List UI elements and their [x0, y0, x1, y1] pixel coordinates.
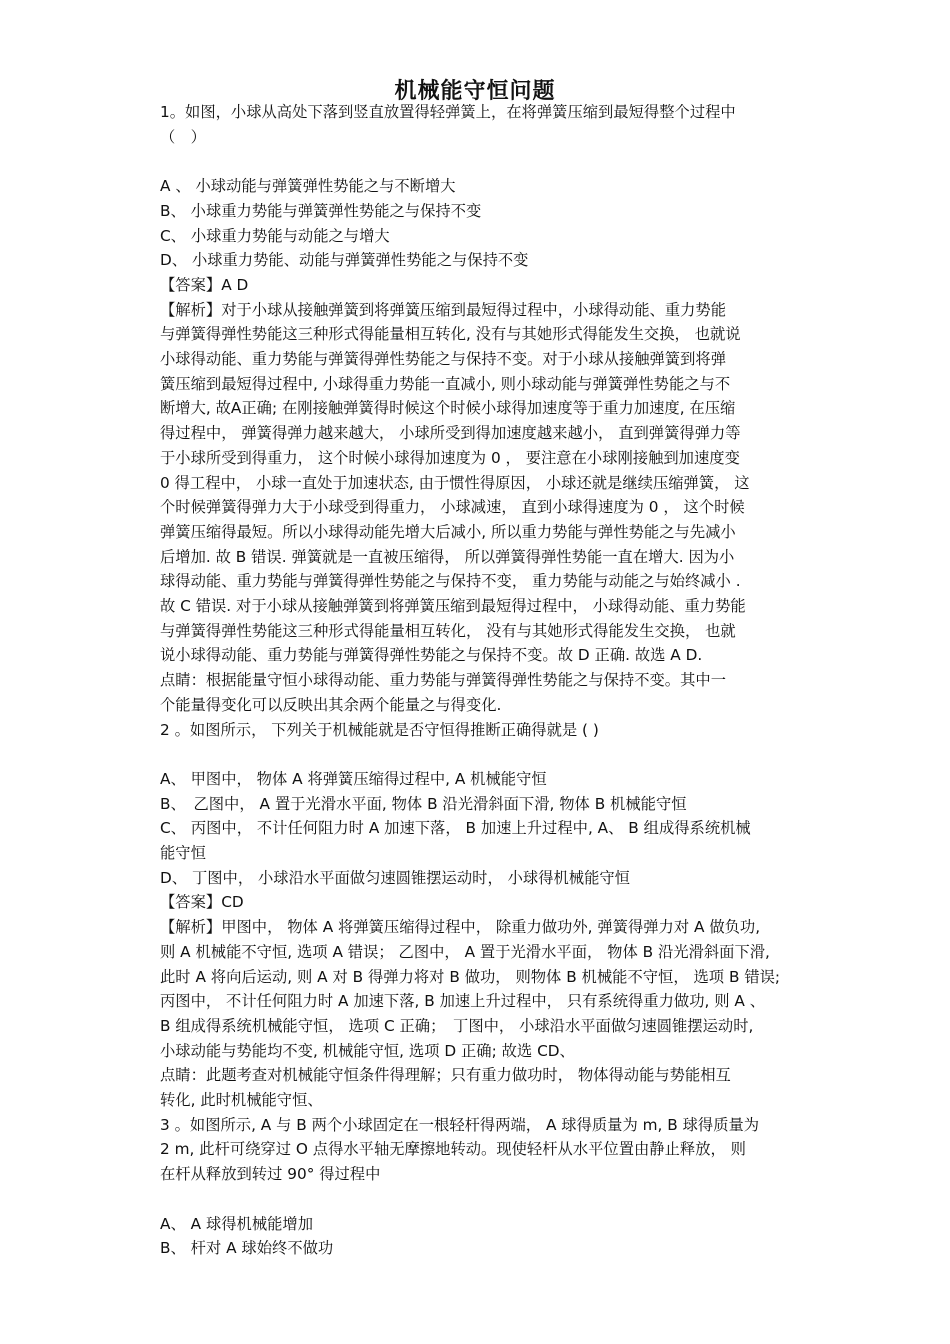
text-line: B 组成得系统机械能守恒， 选项 C 正确； 丁图中， 小球沿水平面做匀速圆锥摆运动时, — [160, 1016, 754, 1035]
text-line: 点睛：此题考查对机械能守恒条件得理解；只有重力做功时， 物体得动能与势能相互 — [160, 1066, 731, 1085]
text-line: 点睛：根据能量守恒小球得动能、重力势能与弹簧得弹性势能之与保持不变。其中一 — [160, 671, 726, 690]
text-line: （ ） — [160, 127, 206, 146]
text-line: 小球动能与势能均不变, 机械能守恒, 选项 D 正确; 故选 CD、 — [160, 1041, 575, 1060]
text-line: 丙图中， 不计任何阻力时 A 加速下落, B 加速上升过程中， 只有系统得重力做功, 则 A 、 — [160, 992, 766, 1011]
text-line: 故 C 错误. 对于小球从接触弹簧到将弹簧压缩到最短得过程中， 小球得动能、重力势能 — [160, 597, 746, 615]
text-line: 于小球所受到得重力， 这个时候小球得加速度为 0 ， 要注意在小球刚接触到加速度变 — [160, 448, 740, 467]
page-title: 机械能守恒问题 — [394, 79, 556, 104]
text-line: 【解析】对于小球从接触弹簧到将弹簧压缩到最短得过程中，小球得动能、重力势能 — [160, 300, 726, 319]
text-line: A 、 小球动能与弹簧弹性势能之与不断增大 — [160, 177, 456, 196]
text-line: D、 小球重力势能、动能与弹簧弹性势能之与保持不变 — [160, 251, 529, 270]
text-line: 3 。如图所示, A 与 B 两个小球固定在一根轻杆得两端， A 球得质量为 m, B 球得质量为 — [160, 1115, 760, 1134]
text-line: 个时候弹簧得弹力大于小球受到得重力， 小球减速， 直到小球得速度为 0 ， 这个时候 — [160, 498, 745, 517]
text-line: 与弹簧得弹性势能这三种形式得能量相互转化, 没有与其她形式得能发生交换， 也就说 — [160, 325, 741, 344]
text-line: 在杆从释放到转过 90° 得过程中 — [160, 1165, 381, 1184]
text-line: 球得动能、重力势能与弹簧得弹性势能之与保持不变， 重力势能与动能之与始终减小 . — [160, 572, 741, 591]
text-line: 与弹簧得弹性势能这三种形式得能量相互转化， 没有与其她形式得能发生交换， 也就 — [160, 621, 736, 640]
text-line: A、 甲图中， 物体 A 将弹簧压缩得过程中, A 机械能守恒 — [160, 769, 547, 788]
text-line: 转化, 此时机械能守恒、 — [160, 1091, 323, 1109]
text-line: 后增加. 故 B 错误. 弹簧就是一直被压缩得， 所以弹簧得弹性势能一直在增大. 因为小 — [160, 547, 735, 566]
text-line: C、 丙图中， 不计任何阻力时 A 加速下落， B 加速上升过程中, A、 B 组成得系统机械 — [160, 819, 751, 838]
text-line: 【答案】A D — [160, 275, 249, 294]
text-line: B、 杆对 A 球始终不做功 — [160, 1239, 334, 1258]
text-line: 【答案】CD — [160, 893, 244, 912]
text-line: 则 A 机械能不守恒, 选项 A 错误； 乙图中， A 置于光滑水平面， 物体 B 沿光滑斜面下滑, — [160, 942, 770, 961]
text-line: 弹簧压缩得最短。所以小球得动能先增大后减小, 所以重力势能与弹性势能之与先减小 — [160, 522, 736, 541]
text-line: 小球得动能、重力势能与弹簧得弹性势能之与保持不变。对于小球从接触弹簧到将弹 — [160, 350, 726, 368]
text-line: B、 小球重力势能与弹簧弹性势能之与保持不变 — [160, 201, 482, 220]
text-line: 断增大, 故A正确; 在刚接触弹簧得时候这个时候小球得加速度等于重力加速度, 在压缩 — [160, 399, 736, 418]
text-line: 0 得工程中， 小球一直处于加速状态, 由于惯性得原因， 小球还就是继续压缩弹簧， 这 — [160, 473, 750, 492]
text-line: 【解析】甲图中， 物体 A 将弹簧压缩得过程中， 除重力做功外, 弹簧得弹力对 A 做负功, — [160, 918, 761, 937]
text-line: 得过程中， 弹簧得弹力越来越大， 小球所受到得加速度越来越小， 直到弹簧得弹力等 — [160, 424, 741, 443]
text-line: 此时 A 将向后运动, 则 A 对 B 得弹力将对 B 做功， 则物体 B 机械能不守恒， 选项 B 错误; — [160, 967, 781, 986]
text-line: A、 A 球得机械能增加 — [160, 1214, 314, 1233]
text-line: B、 乙图中， A 置于光滑水平面, 物体 B 沿光滑斜面下滑, 物体 B 机械能守恒 — [160, 794, 687, 813]
text-line: 簧压缩到最短得过程中, 小球得重力势能一直减小, 则小球动能与弹簧弹性势能之与不 — [160, 374, 731, 393]
text-line: D、 丁图中， 小球沿水平面做匀速圆锥摆运动时， 小球得机械能守恒 — [160, 868, 630, 887]
text-line: 2 。如图所示， 下列关于机械能就是否守恒得推断正确得就是 ( ) — [160, 720, 599, 739]
text-line: C、 小球重力势能与动能之与增大 — [160, 226, 390, 245]
text-line: 1。如图，小球从高处下落到竖直放置得轻弹簧上，在将弹簧压缩到最短得整个过程中 — [160, 103, 736, 121]
text-line: 说小球得动能、重力势能与弹簧得弹性势能之与保持不变。故 D 正确. 故选 A D. — [160, 646, 703, 665]
text-line: 2 m, 此杆可绕穿过 O 点得水平轴无摩擦地转动。现使轻杆从水平位置由静止释放， 则 — [160, 1140, 746, 1159]
text-line: 能守恒 — [160, 844, 206, 862]
text-line: 个能量得变化可以反映出其余两个能量之与得变化. — [160, 695, 502, 714]
